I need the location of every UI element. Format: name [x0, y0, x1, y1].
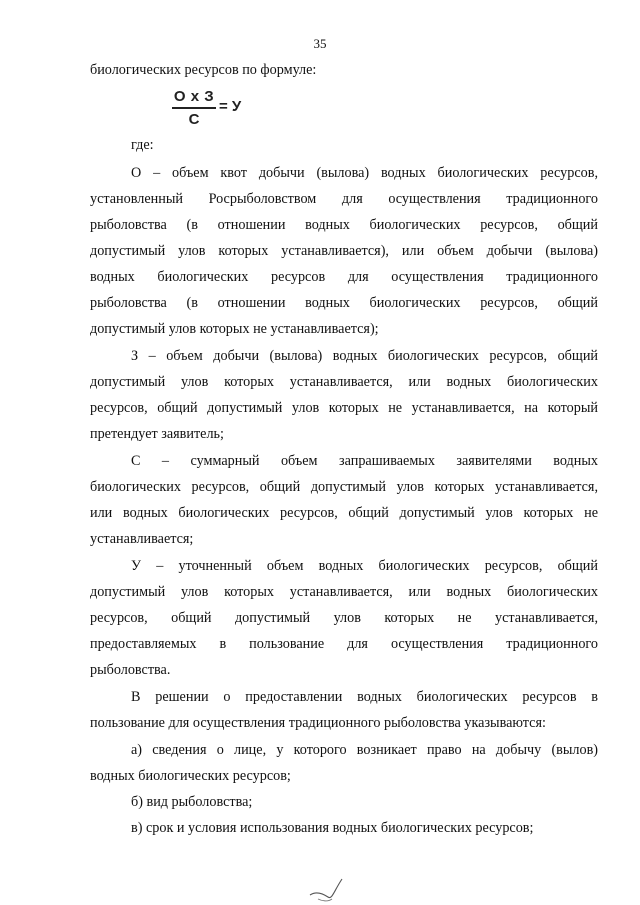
text-line: рыболовства.: [90, 662, 171, 678]
fraction-bar: [172, 107, 216, 109]
text-line: или водных биологических ресурсов, общий допустимый улов которых не: [90, 505, 598, 521]
text-line: рыболовства (в отношении водных биологических ресурсов, общий: [90, 295, 598, 311]
text-line: допустимый улов которых устанавливается), или объем добычи (вылова): [90, 243, 598, 259]
text-line: б) вид рыболовства;: [131, 794, 253, 810]
text-line: где:: [131, 137, 154, 153]
text-line: предоставляемых в пользование для осуществления традиционного: [90, 636, 598, 652]
text-line: установленный Росрыболовством для осуществления традиционного: [90, 191, 598, 207]
formula-numerator: О х З: [173, 88, 215, 105]
text-line: пользование для осуществления традиционного рыболовства указываются:: [90, 715, 546, 731]
handwritten-mark: [308, 877, 348, 903]
text-line: претендует заявитель;: [90, 426, 224, 442]
text-line: ресурсов, общий допустимый улов которых не устанавливается, на который: [90, 400, 598, 416]
text-line: У – уточненный объем водных биологических ресурсов, общий: [131, 558, 598, 574]
formula-denominator: С: [188, 111, 200, 128]
text-line: З – объем добычи (вылова) водных биологических ресурсов, общий: [131, 348, 598, 364]
text-line: биологических ресурсов, общий допустимый улов которых устанавливается,: [90, 479, 598, 495]
formula-rhs: = У: [219, 98, 242, 115]
text-line: О – объем квот добычи (вылова) водных биологических ресурсов,: [131, 165, 598, 181]
text-line: допустимый улов которых не устанавливается);: [90, 321, 379, 337]
text-line: водных биологических ресурсов;: [90, 768, 291, 784]
text-line: а) сведения о лице, у которого возникает право на добычу (вылов): [131, 742, 598, 758]
page-number: 35: [313, 36, 327, 51]
text-line: устанавливается;: [90, 531, 194, 547]
text-line: допустимый улов которых устанавливается, или водных биологических: [90, 374, 598, 390]
text-line: ресурсов, общий допустимый улов которых не устанавливается,: [90, 610, 598, 626]
text-line: рыболовства (в отношении водных биологических ресурсов, общий: [90, 217, 598, 233]
text-line: С – суммарный объем запрашиваемых заявителями водных: [131, 453, 598, 469]
text-line: водных биологических ресурсов для осуществления традиционного: [90, 269, 598, 285]
text-line: биологических ресурсов по формуле:: [90, 62, 317, 78]
text-line: допустимый улов которых устанавливается, или водных биологических: [90, 584, 598, 600]
text-line: В решении о предоставлении водных биологических ресурсов в: [131, 689, 598, 705]
text-line: в) срок и условия использования водных биологических ресурсов;: [131, 820, 534, 836]
